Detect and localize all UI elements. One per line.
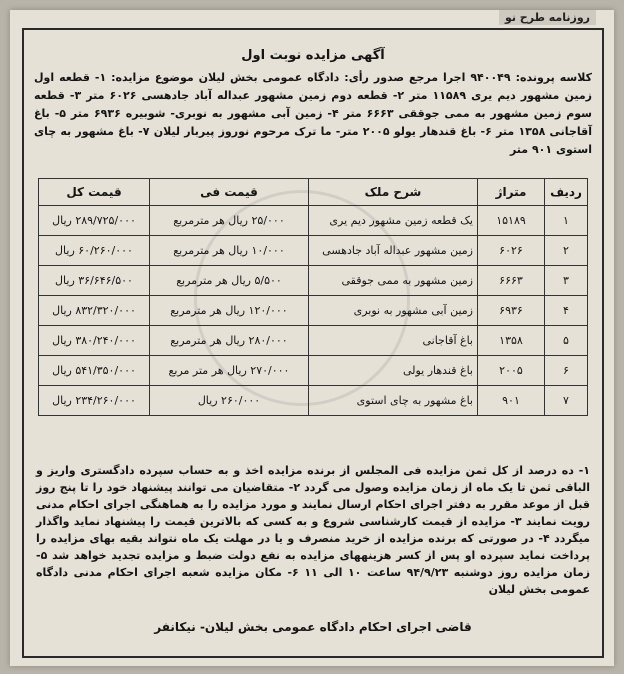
newspaper-clipping bbox=[10, 10, 614, 666]
auction-terms: ۱- ده درصد از کل ثمن مزایده فی المجلس از برنده مزایده اخذ و به حساب سپرده دادگستری واریز و الباقی ثمن تا یک ماه از زمان مزایده وصول می گردد ۲- متقاضیان می توانند پیشنهاد خود را تا پنج روز قبل از موعد مقرر به دفتر اجرای احکام ارسال نمایند و مورد مزایده را به هماهنگی اجرای احکام مدنی رویت نمایند ۳- مزایده از قیمت کارشناسی شروع و به کسی که بالاترین قیمت را پیشنهاد نماید واگذار میگردد ۴- در صورتی که برنده مزایده از خرید منصرف و یا در مهلت یک ماه نتواند بقیه بهای مزایده را پرداخت نماید سپرده او پس از کسر هزینههای مزایده به نفع دولت ضبط و مزایده تجدید خواهد شد ۵- زمان مزایده روز دوشنبه ۹۴/۹/۲۳ ساعت ۱۰ الی ۱۱ ۶- مکان مزایده شعبه اجرای احکام مدنی دادگاه عمومی بخش لیلان bbox=[36, 464, 591, 596]
row-description: یک قطعه زمین مشهور دیم یری bbox=[309, 206, 478, 236]
table-row bbox=[39, 236, 588, 266]
row-description: زمین مشهور به ممی جوققی bbox=[309, 266, 478, 296]
row-unit-price: ۱۰/۰۰۰ ریال هر مترمربع bbox=[150, 236, 309, 266]
table-header-row bbox=[39, 179, 588, 206]
row-total-price: ۳۶/۶۴۶/۵۰۰ ریال bbox=[39, 266, 150, 296]
row-total-price: ۲۸۹/۷۲۵/۰۰۰ ریال bbox=[39, 206, 150, 236]
table-row bbox=[39, 386, 588, 416]
row-description: زمین آبی مشهور به نوبری bbox=[309, 296, 478, 326]
table-row bbox=[39, 356, 588, 386]
row-area: ۶۰۲۶ bbox=[478, 236, 545, 266]
row-number: ۵ bbox=[545, 326, 588, 356]
header-area: متراژ bbox=[478, 179, 545, 206]
row-description: باغ قندهار یولی bbox=[309, 356, 478, 386]
case-summary: کلاسه پرونده: ۹۴۰۰۴۹ اجرا مرجع صدور رأی: دادگاه عمومی بخش لیلان موضوع مزایده: ۱- قطعه اول زمین مشهور دیم یری ۱۱۵۸۹ متر ۲- قطعه دوم زمین مشهور عبداله آباد جادهسی ۶۰۲۶ متر ۳- قطعه سوم زمین مشهور به ممی جوققی ۶۶۶۳ متر ۴- زمین آبی مشهور به نوبری- شوبیره ۶۹۳۶ متر ۵- باغ آقاجانی ۱۳۵۸ متر ۶- باغ قندهار یولو ۲۰۰۵ متر- ما ترک مرحوم نوروز پیربار لیلان ۷- باغ مشهور به چای استوی ۹۰۱ متر bbox=[34, 71, 593, 156]
header-row-number: ردیف bbox=[545, 179, 588, 206]
newspaper-name: روزنامه طرح نو bbox=[499, 10, 596, 25]
row-area: ۱۳۵۸ bbox=[478, 326, 545, 356]
row-description: زمین مشهور عبداله آباد جادهسی bbox=[309, 236, 478, 266]
auction-table bbox=[38, 178, 588, 416]
row-unit-price: ۱۲۰/۰۰۰ ریال هر مترمربع bbox=[150, 296, 309, 326]
row-total-price: ۸۳۲/۳۲۰/۰۰۰ ریال bbox=[39, 296, 150, 326]
table-row bbox=[39, 266, 588, 296]
row-unit-price: ۲۸۰/۰۰۰ ریال هر مترمربع bbox=[150, 326, 309, 356]
notice-title: آگهی مزایده نوبت اول bbox=[241, 48, 385, 63]
row-total-price: ۲۳۴/۲۶۰/۰۰۰ ریال bbox=[39, 386, 150, 416]
judge-signature: قاضی اجرای احکام دادگاه عمومی بخش لیلان- نیکانفر bbox=[154, 620, 472, 634]
row-unit-price: ۵/۵۰۰ ریال هر مترمربع bbox=[150, 266, 309, 296]
row-total-price: ۶۰/۲۶۰/۰۰۰ ریال bbox=[39, 236, 150, 266]
row-unit-price: ۲۷۰/۰۰۰ ریال هر متر مربع bbox=[150, 356, 309, 386]
notice-frame bbox=[22, 28, 604, 658]
row-description: باغ آقاجانی bbox=[309, 326, 478, 356]
table-row bbox=[39, 296, 588, 326]
row-number: ۲ bbox=[545, 236, 588, 266]
row-total-price: ۵۴۱/۳۵۰/۰۰۰ ریال bbox=[39, 356, 150, 386]
row-unit-price: ۲۶۰/۰۰۰ ریال bbox=[150, 386, 309, 416]
row-area: ۹۰۱ bbox=[478, 386, 545, 416]
row-number: ۴ bbox=[545, 296, 588, 326]
row-description: باغ مشهور به چای استوی bbox=[309, 386, 478, 416]
row-area: ۲۰۰۵ bbox=[478, 356, 545, 386]
row-area: ۶۶۶۳ bbox=[478, 266, 545, 296]
header-unit-price: قیمت فی bbox=[150, 179, 309, 206]
row-total-price: ۳۸۰/۲۴۰/۰۰۰ ریال bbox=[39, 326, 150, 356]
header-total-price: قیمت کل bbox=[39, 179, 150, 206]
row-number: ۷ bbox=[545, 386, 588, 416]
table-row bbox=[39, 206, 588, 236]
row-area: ۱۵۱۸۹ bbox=[478, 206, 545, 236]
header-description: شرح ملک bbox=[309, 179, 478, 206]
row-number: ۶ bbox=[545, 356, 588, 386]
table-row bbox=[39, 326, 588, 356]
row-area: ۶۹۳۶ bbox=[478, 296, 545, 326]
row-number: ۳ bbox=[545, 266, 588, 296]
row-number: ۱ bbox=[545, 206, 588, 236]
row-unit-price: ۲۵/۰۰۰ ریال هر مترمربع bbox=[150, 206, 309, 236]
